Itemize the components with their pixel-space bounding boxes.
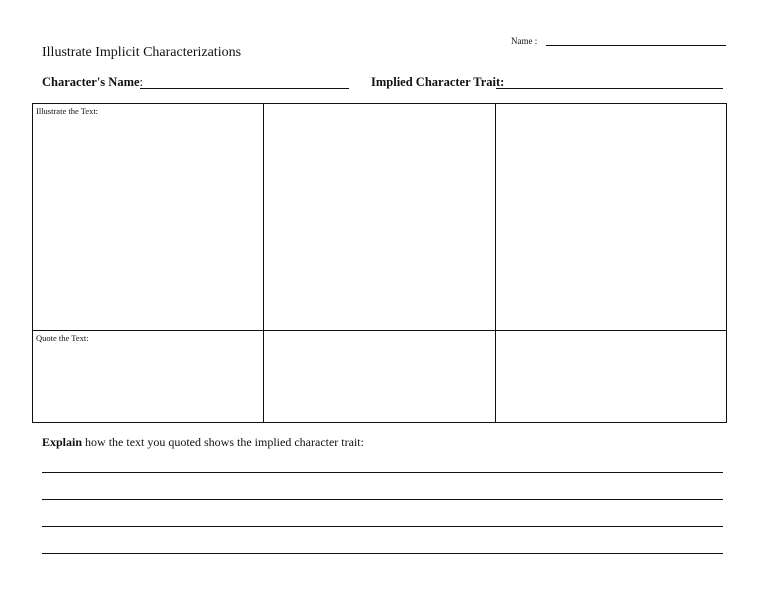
worksheet-title: Illustrate Implicit Characterizations xyxy=(42,45,242,60)
character-name-line[interactable] xyxy=(140,88,349,89)
quote-cell-3[interactable] xyxy=(495,331,726,423)
character-name-text: Character's Name xyxy=(42,75,140,89)
explain-bold: Explain xyxy=(42,435,83,449)
illustrate-label: Illustrate the Text: xyxy=(36,106,99,116)
explain-rest: how the text you quoted shows the implied character trait: xyxy=(82,435,364,449)
illustrate-cell-3[interactable] xyxy=(495,104,726,331)
implied-trait-label: Implied Character Trait: xyxy=(371,75,505,89)
quote-cell-1[interactable] xyxy=(33,331,264,423)
character-name-label xyxy=(42,75,143,90)
answer-line-2[interactable] xyxy=(42,499,723,500)
quote-cell-2[interactable] xyxy=(264,331,495,423)
quote-row xyxy=(33,331,727,423)
answer-line-4[interactable] xyxy=(42,553,723,554)
explain-prompt xyxy=(42,435,364,450)
illustrate-cell-2[interactable] xyxy=(264,104,495,331)
implied-trait-line[interactable] xyxy=(496,88,723,89)
answer-line-1[interactable] xyxy=(42,472,723,473)
character-name-colon: : xyxy=(139,75,144,89)
illustrate-row xyxy=(33,104,727,331)
quote-label: Quote the Text: xyxy=(36,333,89,343)
answer-line-3[interactable] xyxy=(42,526,723,527)
name-input-line[interactable] xyxy=(546,45,726,46)
characterization-grid xyxy=(32,103,727,423)
illustrate-cell-1[interactable] xyxy=(33,104,264,331)
name-label: Name : xyxy=(511,36,538,46)
